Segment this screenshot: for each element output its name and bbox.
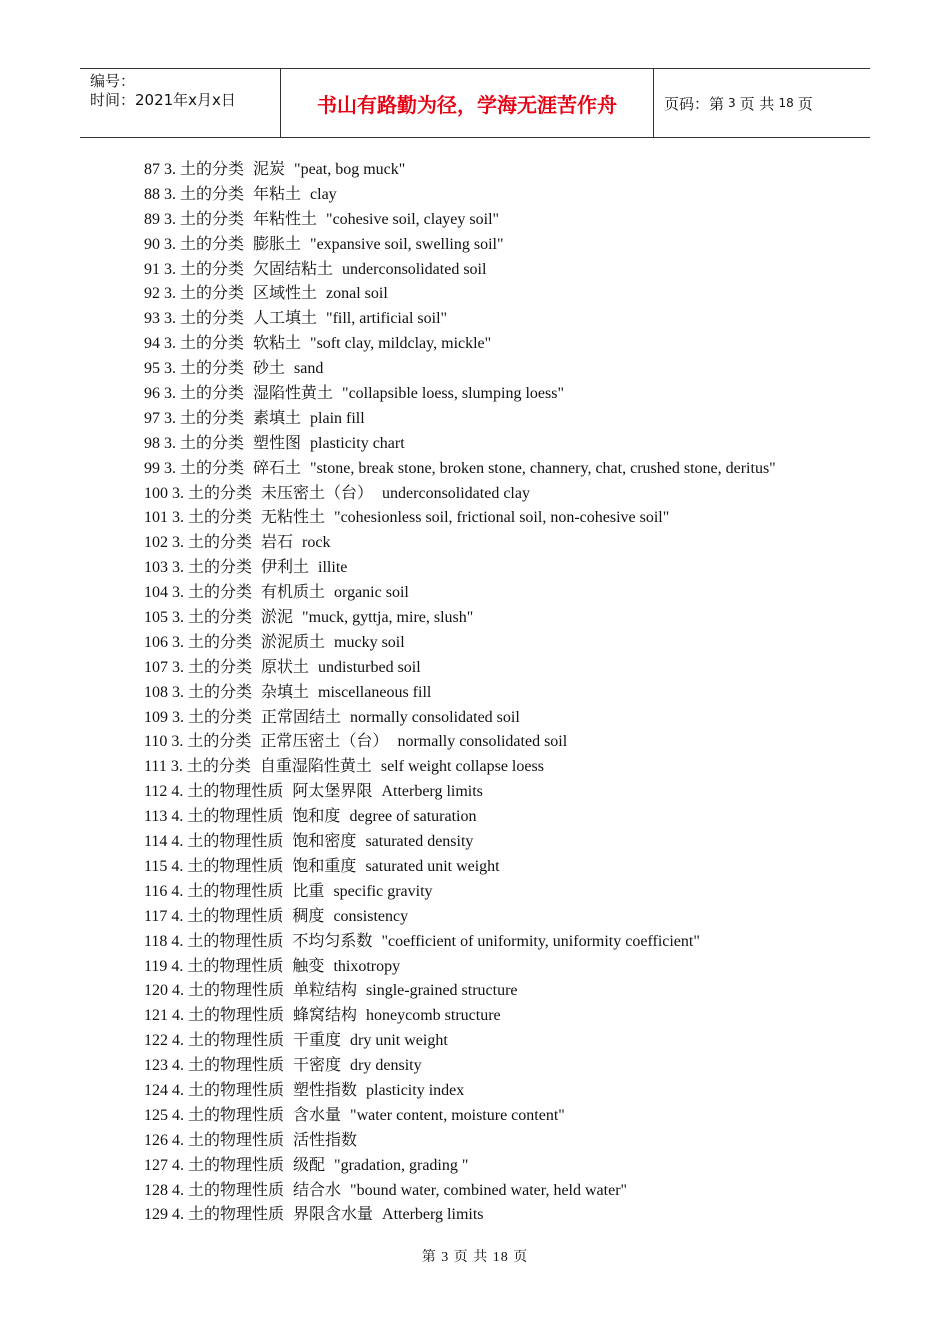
entry-english-term: thixotropy (333, 957, 401, 975)
entry-english-term: plain fill (310, 409, 365, 427)
list-item (144, 506, 864, 531)
list-item (144, 357, 864, 382)
entry-category: 3. 土的分类 (172, 683, 253, 701)
entry-english-term: self weight collapse loess (380, 758, 544, 776)
entry-category: 4. 土的物理性质 (172, 1032, 285, 1050)
entry-number: 88 (144, 185, 160, 203)
entry-category: 3. 土的分类 (164, 310, 245, 328)
entry-category: 3. 土的分类 (164, 210, 245, 228)
entry-english-term: underconsolidated soil (342, 260, 487, 278)
entry-category: 3. 土的分类 (164, 360, 245, 378)
page-footer: 第 3 页 共 18 页 (421, 1250, 529, 1265)
entry-english-term: zonal soil (326, 285, 388, 303)
entry-chinese-term: 活性指数 (293, 1131, 358, 1149)
entry-chinese-term: 岩石 (261, 534, 294, 552)
entry-chinese-term: 饱和重度 (292, 857, 357, 875)
entry-chinese-term: 碎石土 (253, 459, 302, 477)
entry-chinese-term: 单粒结构 (293, 982, 358, 1000)
entry-english-term: underconsolidated clay (382, 484, 530, 502)
list-item (144, 755, 864, 780)
entry-english-term: "peat, bog muck" (294, 161, 406, 178)
entry-english-term: illite (318, 559, 348, 577)
page-number: 3 (728, 96, 736, 110)
entry-number: 107 (144, 658, 168, 676)
list-item (144, 258, 864, 283)
entry-number: 92 (144, 285, 160, 303)
entry-english-term: "collapsible loess, slumping loess" (342, 385, 564, 403)
entry-category: 3. 土的分类 (172, 534, 253, 552)
list-item (144, 233, 864, 258)
entry-category: 3. 土的分类 (172, 708, 253, 726)
entry-category: 3. 土的分类 (164, 434, 245, 452)
header-motto: 书山有路勤为径，学海无涯苦作舟 (281, 69, 654, 137)
entry-english-term: dry unit weight (350, 1032, 448, 1050)
list-item (144, 955, 864, 980)
entry-english-term: organic soil (334, 584, 409, 602)
entry-english-term: honeycomb structure (366, 1007, 501, 1025)
entry-number: 104 (144, 584, 168, 602)
entry-number: 109 (144, 708, 168, 726)
code-label: 编号： (90, 72, 136, 90)
page-total: 18 (778, 96, 794, 110)
list-item (144, 332, 864, 357)
header-page-info (664, 69, 813, 137)
entry-category: 3. 土的分类 (171, 733, 252, 751)
list-item (144, 1054, 864, 1079)
entry-number: 96 (144, 385, 160, 403)
entry-english-term: "water content, moisture content" (350, 1106, 565, 1124)
entry-number: 100 (144, 484, 168, 502)
entry-number: 114 (144, 833, 168, 851)
entry-chinese-term: 膨胀土 (253, 235, 302, 253)
entry-number: 112 (144, 783, 168, 801)
entry-chinese-term: 人工填土 (253, 310, 318, 328)
entry-number: 113 (144, 808, 168, 826)
entry-chinese-term: 界限含水量 (293, 1206, 374, 1224)
entry-english-term: Atterberg limits (382, 1206, 484, 1224)
list-item (144, 457, 864, 482)
entry-category: 3. 土的分类 (172, 609, 253, 627)
entry-category: 3. 土的分类 (164, 335, 245, 353)
entry-number: 99 (144, 459, 160, 477)
entry-number: 126 (144, 1131, 168, 1149)
list-item (144, 581, 864, 606)
entry-chinese-term: 伊利土 (261, 559, 310, 577)
entry-english-term: "fill, artificial soil" (326, 310, 448, 328)
entry-number: 90 (144, 235, 160, 253)
entry-category: 3. 土的分类 (164, 409, 245, 427)
entry-category: 4. 土的物理性质 (172, 982, 285, 1000)
list-item (144, 158, 864, 183)
list-item (144, 183, 864, 208)
entry-english-term: "soft clay, mildclay, mickle" (310, 335, 492, 353)
entry-number: 120 (144, 982, 168, 1000)
entry-english-term: degree of saturation (349, 808, 477, 826)
entry-category: 3. 土的分类 (170, 758, 251, 776)
glossary-list (144, 158, 864, 1228)
entry-english-term: saturated density (365, 833, 474, 851)
header-meta-cell (80, 69, 281, 137)
entry-chinese-term: 含水量 (293, 1106, 342, 1124)
entry-number: 124 (144, 1081, 168, 1099)
list-item (144, 531, 864, 556)
entry-english-term: "bound water, combined water, held water" (350, 1181, 628, 1199)
list-item (144, 1129, 864, 1154)
entry-category: 4. 土的物理性质 (171, 957, 284, 975)
entry-english-term: plasticity chart (310, 434, 405, 452)
entry-number: 101 (144, 509, 168, 527)
entry-chinese-term: 饱和密度 (292, 833, 357, 851)
entry-english-term: mucky soil (334, 633, 405, 651)
entry-category: 3. 土的分类 (164, 260, 245, 278)
list-item (144, 681, 864, 706)
entry-chinese-term: 级配 (293, 1156, 326, 1174)
entry-chinese-term: 稠度 (292, 907, 325, 925)
entry-chinese-term: 结合水 (293, 1181, 342, 1199)
entry-english-term: plasticity index (366, 1081, 465, 1099)
entry-number: 123 (144, 1057, 168, 1075)
entry-category: 4. 土的物理性质 (171, 857, 284, 875)
list-item (144, 805, 864, 830)
entry-number: 122 (144, 1032, 168, 1050)
entry-chinese-term: 塑性指数 (293, 1081, 358, 1099)
entry-english-term: "expansive soil, swelling soil" (310, 235, 504, 253)
entry-number: 128 (144, 1181, 168, 1199)
entry-number: 115 (144, 857, 168, 875)
page-suffix: 页 (797, 94, 813, 113)
entry-number: 127 (144, 1156, 168, 1174)
entry-category: 3. 土的分类 (164, 185, 245, 203)
entry-category: 4. 土的物理性质 (171, 907, 284, 925)
entry-number: 97 (144, 409, 160, 427)
list-item (144, 1179, 864, 1204)
entry-english-term: rock (302, 534, 331, 552)
entry-number: 105 (144, 609, 168, 627)
entry-chinese-term: 比重 (292, 882, 325, 900)
list-item (144, 905, 864, 930)
entry-english-term: undisturbed soil (318, 658, 421, 676)
entry-number: 125 (144, 1106, 168, 1124)
list-item (144, 606, 864, 631)
list-item (144, 1203, 864, 1228)
entry-english-term: specific gravity (333, 882, 433, 900)
entry-number: 121 (144, 1007, 168, 1025)
entry-chinese-term: 未压密土（台） (261, 484, 374, 502)
entry-category: 4. 土的物理性质 (172, 1081, 285, 1099)
entry-number: 103 (144, 559, 168, 577)
entry-category: 4. 土的物理性质 (171, 808, 284, 826)
list-item (144, 855, 864, 880)
entry-chinese-term: 蜂窝结构 (293, 1007, 358, 1025)
list-item (144, 880, 864, 905)
entry-english-term: "muck, gyttja, mire, slush" (302, 609, 474, 627)
list-item (144, 1029, 864, 1054)
entry-category: 3. 土的分类 (172, 509, 253, 527)
list-item (144, 432, 864, 457)
entry-chinese-term: 素填土 (253, 409, 302, 427)
entry-category: 3. 土的分类 (172, 658, 253, 676)
entry-chinese-term: 年粘性土 (253, 210, 318, 228)
list-item (144, 730, 864, 755)
entry-chinese-term: 年粘土 (253, 185, 302, 203)
entry-chinese-term: 正常固结土 (261, 708, 342, 726)
entry-category: 4. 土的物理性质 (171, 882, 284, 900)
list-item (144, 382, 864, 407)
entry-number: 98 (144, 434, 160, 452)
entry-english-term: consistency (333, 907, 409, 925)
entry-number: 116 (144, 882, 168, 900)
list-item (144, 656, 864, 681)
list-item (144, 930, 864, 955)
entry-number: 111 (144, 758, 167, 776)
entry-number: 117 (144, 907, 168, 925)
entry-english-term: dry density (350, 1057, 422, 1075)
entry-english-term: normally consolidated soil (350, 708, 520, 726)
entry-number: 93 (144, 310, 160, 328)
list-item (144, 556, 864, 581)
entry-number: 102 (144, 534, 168, 552)
entry-english-term: saturated unit weight (365, 857, 500, 875)
entry-number: 119 (144, 957, 168, 975)
entry-chinese-term: 淤泥 (261, 609, 294, 627)
entry-category: 4. 土的物理性质 (172, 1057, 285, 1075)
list-item (144, 979, 864, 1004)
entry-category: 4. 土的物理性质 (171, 833, 284, 851)
entry-category: 4. 土的物理性质 (172, 1007, 285, 1025)
entry-english-term: "coefficient of uniformity, uniformity coefficient" (381, 932, 700, 950)
entry-english-term: normally consolidated soil (397, 733, 568, 751)
entry-chinese-term: 砂土 (253, 360, 286, 378)
entry-english-term: "cohesionless soil, frictional soil, non-cohesive soil" (334, 509, 670, 527)
entry-english-term: Atterberg limits (381, 783, 483, 801)
entry-chinese-term: 淤泥质土 (261, 633, 326, 651)
list-item (144, 780, 864, 805)
entry-chinese-term: 泥炭 (253, 161, 286, 178)
entry-category: 4. 土的物理性质 (171, 783, 284, 801)
entry-chinese-term: 自重湿陷性黄土 (259, 758, 372, 776)
page-mid: 页 共 (739, 94, 775, 113)
list-item (144, 1104, 864, 1129)
entry-chinese-term: 杂填土 (261, 683, 310, 701)
entry-number: 118 (144, 932, 168, 950)
entry-category: 3. 土的分类 (172, 484, 253, 502)
list-item (144, 307, 864, 332)
entry-chinese-term: 原状土 (261, 658, 310, 676)
entry-category: 4. 土的物理性质 (172, 1181, 285, 1199)
list-item (144, 282, 864, 307)
entry-category: 3. 土的分类 (164, 459, 245, 477)
entry-category: 4. 土的物理性质 (172, 1131, 285, 1149)
entry-english-term: sand (294, 360, 324, 378)
entry-category: 4. 土的物理性质 (172, 1156, 285, 1174)
list-item (144, 830, 864, 855)
entry-number: 110 (144, 733, 168, 751)
entry-chinese-term: 干重度 (293, 1032, 342, 1050)
entry-chinese-term: 饱和度 (292, 808, 341, 826)
entry-number: 95 (144, 360, 160, 378)
page-prefix: 页码：第 (664, 94, 725, 113)
entry-chinese-term: 触变 (292, 957, 325, 975)
list-item (144, 407, 864, 432)
page-header (80, 68, 870, 138)
entry-english-term: miscellaneous fill (318, 683, 432, 701)
entry-number: 94 (144, 335, 160, 353)
entry-english-term: "stone, break stone, broken stone, channery, chat, crushed stone, deritus" (310, 459, 776, 477)
entry-chinese-term: 阿太堡界限 (292, 783, 373, 801)
entry-chinese-term: 无粘性土 (261, 509, 326, 527)
entry-chinese-term: 湿陷性黄土 (253, 385, 334, 403)
list-item (144, 208, 864, 233)
entry-category: 4. 土的物理性质 (172, 1106, 285, 1124)
entry-number: 87 (144, 161, 160, 178)
entry-chinese-term: 正常压密土（台） (260, 733, 389, 751)
entry-category: 3. 土的分类 (164, 161, 245, 178)
entry-english-term: single-grained structure (366, 982, 518, 1000)
entry-category: 3. 土的分类 (172, 584, 253, 602)
entry-english-term: clay (310, 185, 337, 203)
entry-number: 91 (144, 260, 160, 278)
entry-category: 3. 土的分类 (164, 235, 245, 253)
entry-category: 3. 土的分类 (164, 285, 245, 303)
entry-category: 3. 土的分类 (164, 385, 245, 403)
entry-number: 106 (144, 633, 168, 651)
list-item (144, 1079, 864, 1104)
entry-chinese-term: 不均匀系数 (292, 932, 373, 950)
entry-chinese-term: 软粘土 (253, 335, 302, 353)
entry-category: 4. 土的物理性质 (172, 1206, 285, 1224)
list-item (144, 1004, 864, 1029)
entry-chinese-term: 塑性图 (253, 434, 302, 452)
entry-chinese-term: 干密度 (293, 1057, 342, 1075)
entry-english-term: "gradation, grading " (334, 1156, 469, 1174)
list-item (144, 631, 864, 656)
entry-chinese-term: 有机质土 (261, 584, 326, 602)
entry-category: 3. 土的分类 (172, 633, 253, 651)
list-item (144, 706, 864, 731)
entry-chinese-term: 欠固结粘土 (253, 260, 334, 278)
list-item (144, 482, 864, 507)
entry-chinese-term: 区域性土 (253, 285, 318, 303)
entry-number: 108 (144, 683, 168, 701)
list-item (144, 1154, 864, 1179)
entry-english-term: "cohesive soil, clayey soil" (326, 210, 500, 228)
entry-category: 3. 土的分类 (172, 559, 253, 577)
entry-number: 129 (144, 1206, 168, 1224)
date-label: 时间：2021年x月x日 (90, 91, 236, 109)
entry-number: 89 (144, 210, 160, 228)
entry-category: 4. 土的物理性质 (171, 932, 284, 950)
